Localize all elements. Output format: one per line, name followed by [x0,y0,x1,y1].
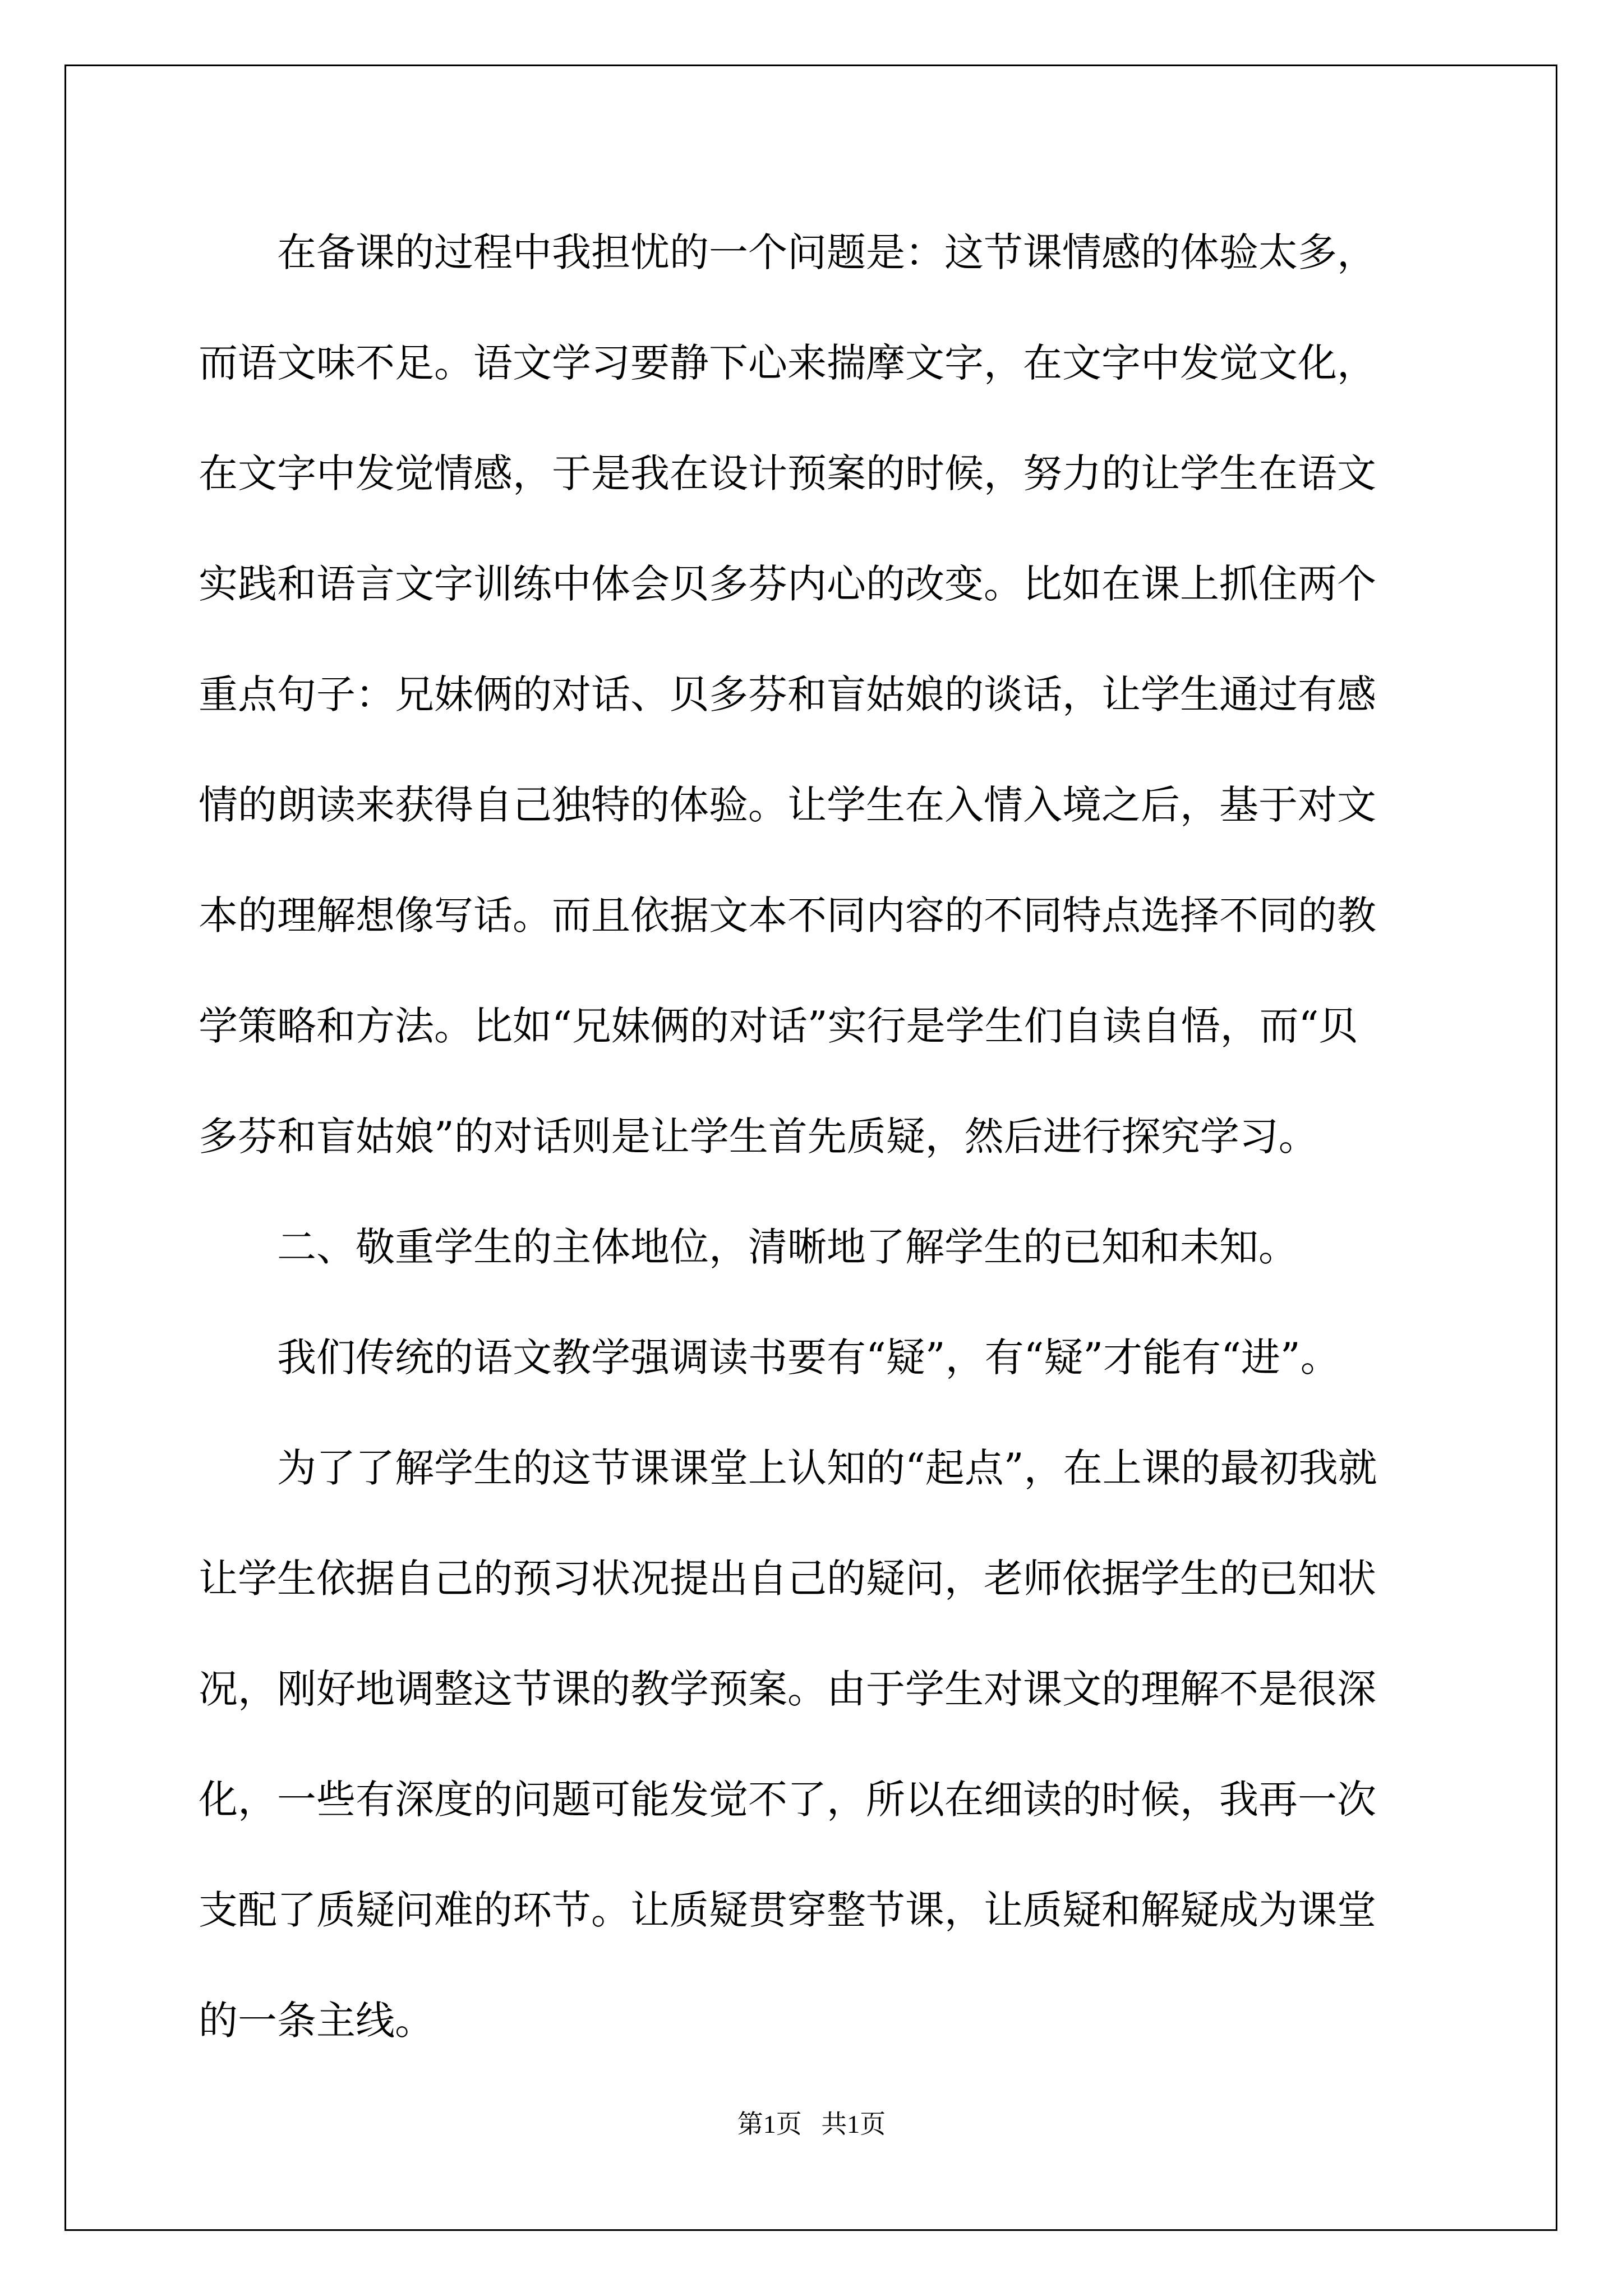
text-line: 多芬和盲姑娘”的对话则是让学生首先质疑，然后进行探究学习。 [199,1114,1318,1159]
document-body [199,222,1418,2100]
text-line: 在文字中发觉情感，于是我在设计预案的时候，努力的让学生在语文 [199,450,1376,496]
text-line: 实践和语言文字训练中体会贝多芬内心的改变。比如在课上抓住两个 [199,561,1376,607]
text-line: 为了了解学生的这节课课堂上认知的“起点”，在上课的最初我就 [277,1445,1377,1491]
text-line: 我们传统的语文教学强调读书要有“疑”，有“疑”才能有“进”。 [277,1335,1340,1381]
text-line: 情的朗读来获得自己独特的体验。让学生在入情入境之后，基于对文 [199,782,1376,828]
text-line: 化，一些有深度的问题可能发觉不了，所以在细读的时候，我再一次 [199,1777,1376,1823]
text-line: 本的理解想像写话。而且依据文本不同内容的不同特点选择不同的教 [199,892,1376,938]
text-line: 况，刚好地调整这节课的教学预案。由于学生对课文的理解不是很深 [199,1666,1376,1712]
page-footer: 第1页 共1页 [737,2110,886,2138]
text-line: 的一条主线。 [199,1998,434,2044]
text-line: 让学生依据自己的预习状况提出自己的疑问，老师依据学生的已知状 [199,1556,1376,1602]
text-line: 在备课的过程中我担忧的一个问题是：这节课情感的体验太多， [277,229,1376,275]
text-line: 而语文味不足。语文学习要静下心来揣摩文字，在文字中发觉文化， [199,340,1376,386]
text-line: 学策略和方法。比如“兄妹俩的对话”实行是学生们自读自悟，而“贝 [199,1003,1358,1049]
text-line: 二、敬重学生的主体地位，清晰地了解学生的已知和未知。 [277,1224,1298,1270]
text-line: 支配了质疑问难的环节。让质疑贯穿整节课，让质疑和解疑成为课堂 [199,1887,1376,1933]
text-line: 重点句子：兄妹俩的对话、贝多芬和盲姑娘的谈话，让学生通过有感 [199,671,1376,717]
